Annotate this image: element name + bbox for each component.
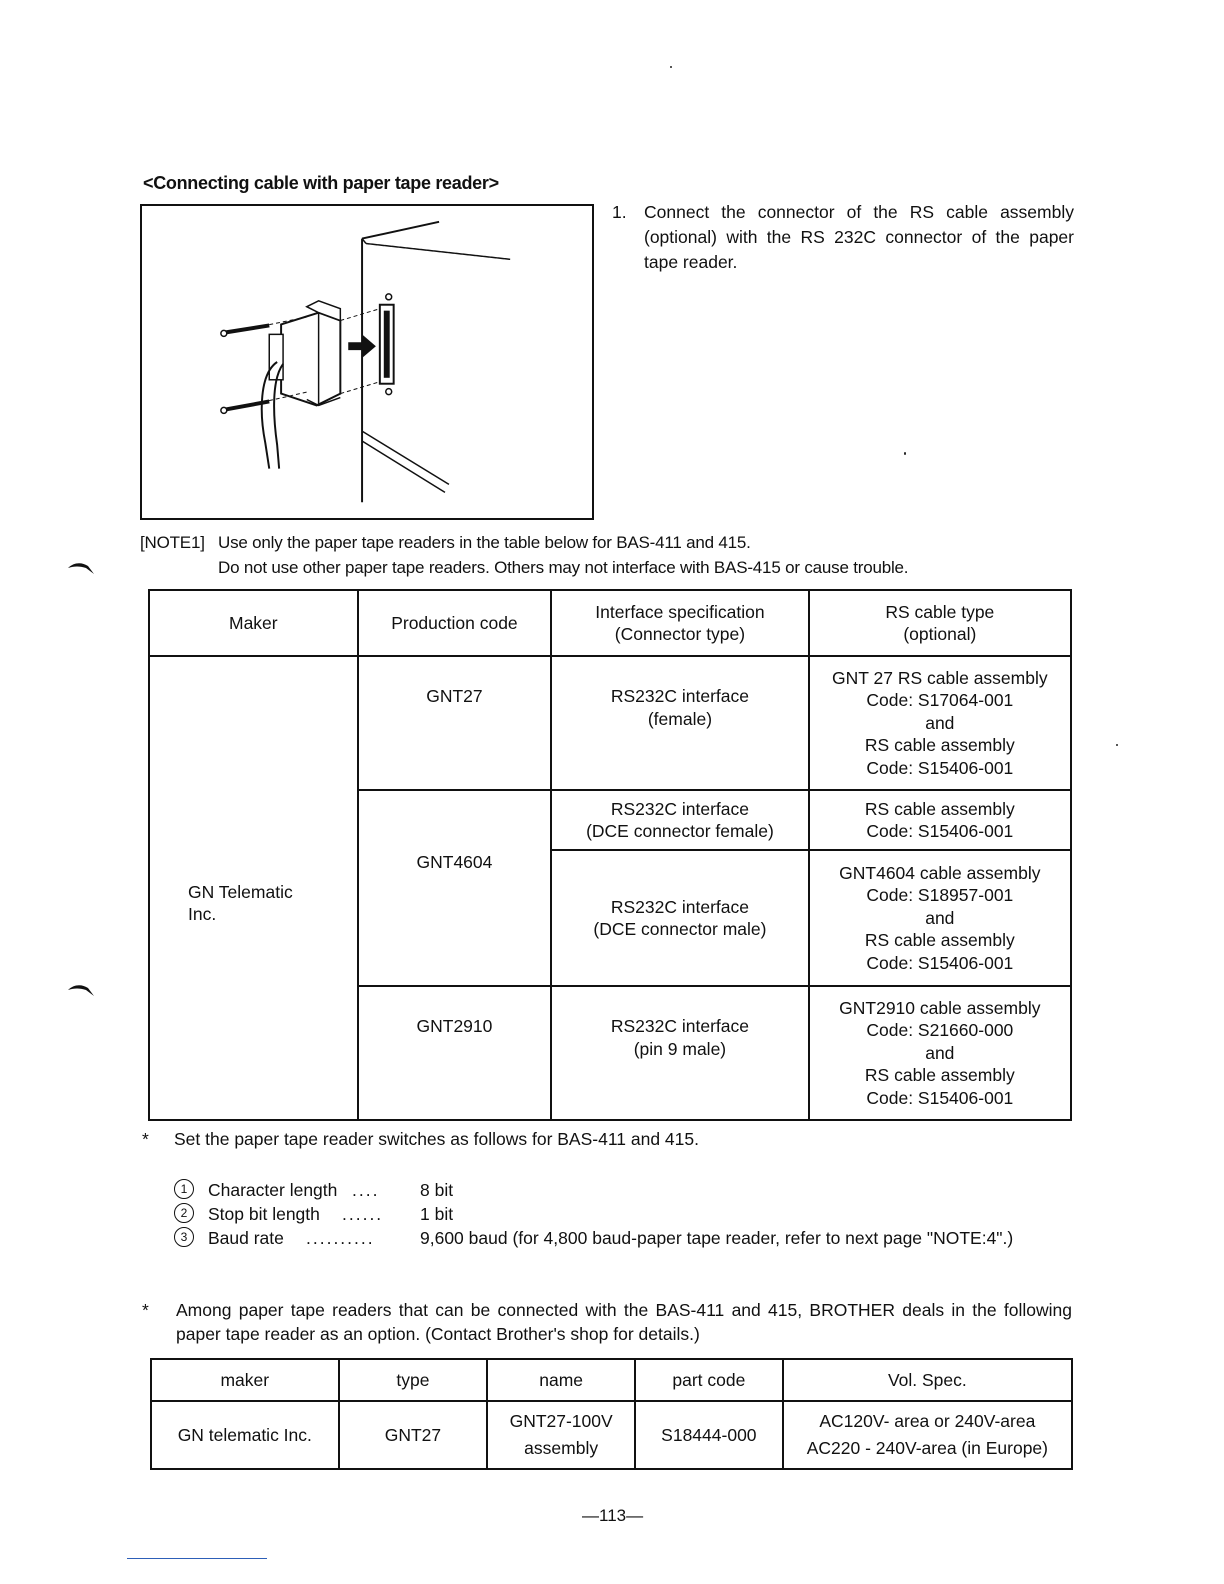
- table-header-row: [151, 1359, 1072, 1401]
- cable-line: Code: S15406-001: [866, 952, 1014, 973]
- interface-line: RS232C interface: [610, 798, 749, 819]
- optional-reader-table: [150, 1358, 1073, 1470]
- switch-settings-intro: [142, 1127, 699, 1152]
- vol-line-2: AC220 - 240V-area (in Europe): [806, 1438, 1048, 1458]
- scan-speck: [1116, 744, 1118, 746]
- header-cable-line-1: RS cable type: [885, 601, 995, 622]
- cable-line: and: [925, 712, 955, 733]
- leader-dots: ..........: [306, 1228, 375, 1248]
- interface-line: (female): [647, 708, 713, 729]
- cable-line: Code: S17064-001: [866, 690, 1014, 711]
- interface-cell: [551, 656, 808, 790]
- cable-cell: [809, 986, 1071, 1120]
- header-production-code: Production code: [358, 590, 552, 656]
- maker-cell: GN telematic Inc.: [151, 1401, 339, 1469]
- cable-line: RS cable assembly: [864, 1065, 1015, 1086]
- header-maker: Maker: [149, 590, 358, 656]
- switch-value: 8 bit: [420, 1180, 454, 1200]
- cable-cell: [809, 656, 1071, 790]
- switch-label: Character length: [208, 1180, 338, 1200]
- scan-speck: [904, 452, 906, 455]
- header-type: type: [339, 1359, 488, 1401]
- maker-cell: [149, 656, 358, 1120]
- header-part-code: part code: [635, 1359, 783, 1401]
- switch-value: 1 bit: [420, 1204, 454, 1224]
- interface-line: (DCE connector male): [593, 919, 767, 939]
- step-number: 1.: [612, 202, 627, 222]
- leader-dots: ....: [352, 1180, 380, 1200]
- part-code-cell: S18444-000: [635, 1401, 783, 1469]
- header-cable-type: [809, 590, 1071, 656]
- cable-connection-drawing: [142, 206, 592, 518]
- vol-line-1: AC120V- area or 240V-area: [819, 1411, 1036, 1431]
- note1-label: [NOTE1]: [140, 533, 205, 552]
- code-cell: GNT4604: [358, 790, 552, 986]
- switch-intro-text: Set the paper tape reader switches as follows for BAS-411 and 415.: [174, 1129, 699, 1149]
- name-line-1: GNT27-100V: [509, 1411, 613, 1431]
- type-cell: GNT27: [339, 1401, 488, 1469]
- header-interface-line-1: Interface specification: [595, 601, 765, 622]
- header-interface: [551, 590, 808, 656]
- cable-line: Code: S18957-001: [866, 885, 1014, 906]
- header-vol-spec: Vol. Spec.: [783, 1359, 1072, 1401]
- note1-line-1: Use only the paper tape readers in the table below for BAS-411 and 415.: [218, 533, 751, 552]
- interface-cell: [551, 986, 808, 1120]
- asterisk-bullet: *: [142, 1300, 149, 1320]
- cable-line: RS cable assembly: [864, 735, 1015, 756]
- circled-number-icon: 1: [174, 1179, 194, 1199]
- leader-dots: ......: [342, 1204, 384, 1224]
- circled-number-icon: 3: [174, 1227, 194, 1247]
- interface-line: RS232C interface: [610, 896, 749, 917]
- cable-line: and: [925, 1042, 955, 1063]
- cable-line: Code: S15406-001: [866, 1087, 1014, 1108]
- connector-illustration: [140, 204, 594, 520]
- switch-label: Stop bit length: [208, 1204, 320, 1224]
- step-text: Connect the connector of the RS cable assembly (optional) with the RS 232C connector of the paper tape reader.: [644, 202, 1074, 272]
- cable-line: Code: S15406-001: [866, 821, 1014, 841]
- name-line-2: assembly: [524, 1438, 599, 1458]
- interface-cell: [551, 790, 808, 850]
- asterisk-bullet: *: [142, 1129, 149, 1149]
- cable-line: and: [925, 907, 955, 928]
- binding-mark-icon: [66, 560, 96, 578]
- page-number: —113—: [582, 1506, 644, 1525]
- header-cable-line-2: (optional): [903, 624, 977, 644]
- header-interface-line-2: (Connector type): [614, 624, 746, 644]
- option-paragraph: [142, 1298, 1072, 1346]
- code-cell: GNT2910: [358, 986, 552, 1120]
- header-name: name: [487, 1359, 635, 1401]
- cable-cell: [809, 790, 1071, 850]
- name-cell: [487, 1401, 635, 1469]
- step-1-instruction: [612, 200, 1074, 275]
- interface-line: (pin 9 male): [633, 1038, 727, 1059]
- binding-mark-icon: [66, 982, 96, 1000]
- cable-line: GNT 27 RS cable assembly: [832, 667, 1048, 688]
- table-header-row: [149, 590, 1071, 656]
- compatible-reader-table: [148, 589, 1072, 1121]
- note1-line-2: Do not use other paper tape readers. Others may not interface with BAS-415 or cause trouble.: [218, 558, 909, 577]
- code-cell: GNT27: [358, 656, 552, 790]
- cable-line: Code: S15406-001: [866, 757, 1014, 778]
- maker-line-1: GN Telematic: [188, 881, 293, 902]
- footer-rule: [127, 1558, 267, 1559]
- circled-number-icon: 2: [174, 1203, 194, 1223]
- cable-line: GNT2910 cable assembly: [839, 997, 1041, 1018]
- table-row: [149, 656, 1071, 790]
- cable-line: RS cable assembly: [864, 930, 1015, 951]
- interface-cell: [551, 850, 808, 986]
- vol-spec-cell: [783, 1401, 1072, 1469]
- scan-speck: [670, 66, 672, 68]
- cable-line: Code: S21660-000: [866, 1020, 1014, 1041]
- option-text: Among paper tape readers that can be connected with the BAS-411 and 415, BROTHER deals in the following paper tape reader as an option. (Contact Brother's shop for details.): [176, 1300, 1072, 1344]
- switch-value: 9,600 baud (for 4,800 baud-paper tape reader, refer to next page "NOTE:4".): [420, 1228, 1014, 1248]
- header-maker: maker: [151, 1359, 339, 1401]
- interface-line: RS232C interface: [610, 686, 749, 706]
- interface-line: RS232C interface: [610, 1016, 749, 1036]
- section-heading: <Connecting cable with paper tape reader>: [143, 173, 499, 193]
- cable-cell: [809, 850, 1071, 986]
- maker-line-2: Inc.: [188, 904, 217, 924]
- interface-line: (DCE connector female): [586, 821, 774, 841]
- switch-label: Baud rate: [208, 1228, 284, 1248]
- table-row: [151, 1401, 1072, 1469]
- cable-line: GNT4604 cable assembly: [839, 862, 1041, 883]
- cable-line: RS cable assembly: [864, 798, 1015, 819]
